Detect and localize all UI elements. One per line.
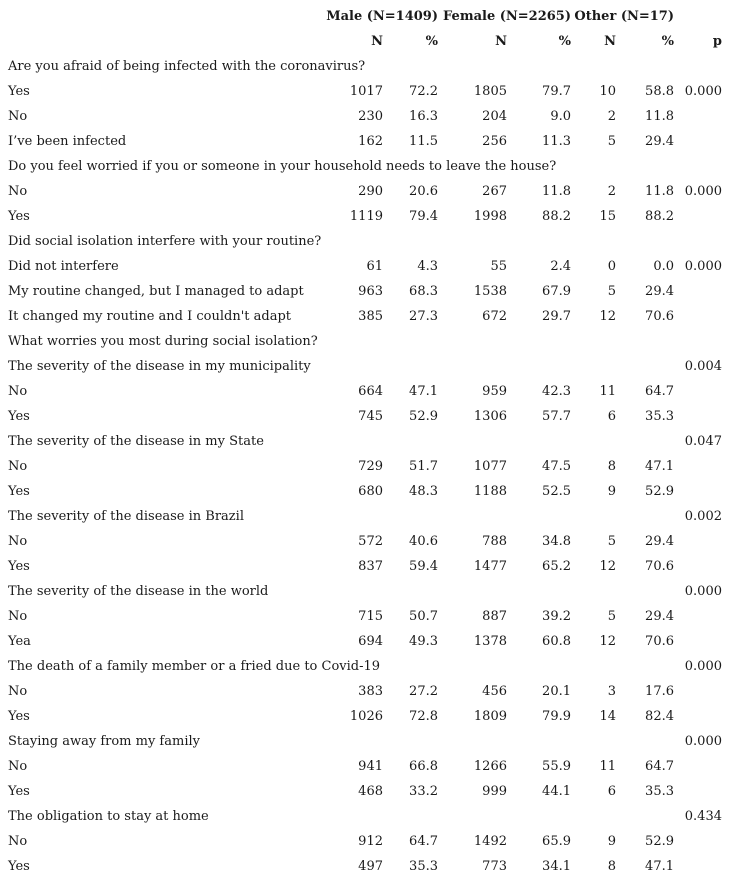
other-n-cell: 12 — [599, 634, 616, 649]
female-pct-cell: 79.9 — [542, 709, 571, 724]
other-pct-cell: 29.4 — [645, 534, 674, 549]
row-label: Yes — [8, 784, 30, 799]
female-pct-cell: 79.7 — [542, 84, 571, 99]
male-n-cell: 162 — [358, 134, 383, 149]
row-label: Did not interfere — [8, 259, 119, 274]
female-n-cell: 773 — [482, 859, 507, 874]
female-n-cell: 267 — [482, 184, 507, 199]
female-n-cell: 887 — [482, 609, 507, 624]
male-n-cell: 61 — [366, 259, 383, 274]
other-pct-cell: 82.4 — [645, 709, 674, 724]
other-group-header: Other (N=17) — [574, 9, 674, 24]
male-n-cell: 664 — [358, 384, 383, 399]
male-pct-cell: 51.7 — [409, 459, 438, 474]
other-n-cell: 5 — [607, 534, 616, 549]
table-row — [0, 829, 730, 854]
row-label: Yes — [8, 859, 30, 874]
row-label: The severity of the disease in the world — [8, 584, 269, 599]
table-row — [0, 329, 730, 354]
row-label: No — [8, 759, 28, 774]
other-n-cell: 14 — [599, 709, 616, 724]
other-pct-cell: 29.4 — [645, 609, 674, 624]
row-label: My routine changed, but I managed to adapt — [8, 284, 304, 299]
table-row — [0, 554, 730, 579]
male-pct-cell: 72.2 — [409, 84, 438, 99]
table-row — [0, 754, 730, 779]
other-pct-cell: 64.7 — [645, 384, 674, 399]
table-row — [0, 79, 730, 104]
row-label: No — [8, 609, 28, 624]
other-n-cell: 2 — [607, 109, 616, 124]
male-n-cell: 1026 — [349, 709, 383, 724]
other-n-header: N — [604, 34, 616, 49]
other-n-cell: 9 — [607, 834, 616, 849]
female-n-cell: 1077 — [473, 459, 507, 474]
other-n-cell: 3 — [607, 684, 616, 699]
female-pct-cell: 47.5 — [542, 459, 571, 474]
female-pct-cell: 34.8 — [542, 534, 571, 549]
other-pct-cell: 47.1 — [645, 859, 674, 874]
female-n-cell: 456 — [482, 684, 507, 699]
male-pct-cell: 59.4 — [409, 559, 438, 574]
male-n-cell: 715 — [358, 609, 383, 624]
table-row — [0, 479, 730, 504]
male-n-cell: 230 — [358, 109, 383, 124]
row-label: No — [8, 459, 28, 474]
row-label: The death of a family member or a fried due to Covid-19 — [8, 659, 381, 674]
row-label: Yes — [8, 84, 30, 99]
male-n-cell: 941 — [358, 759, 383, 774]
other-n-cell: 5 — [607, 134, 616, 149]
table-row — [0, 304, 730, 329]
table-row — [0, 679, 730, 704]
table-row — [0, 654, 730, 679]
female-pct-header: % — [558, 34, 571, 49]
table-row — [0, 154, 730, 179]
female-n-cell: 999 — [482, 784, 507, 799]
row-label: Yes — [8, 209, 30, 224]
p-value-cell: 0.047 — [684, 434, 722, 449]
male-pct-header: % — [425, 34, 438, 49]
female-n-cell: 1378 — [473, 634, 507, 649]
male-pct-cell: 4.3 — [417, 259, 438, 274]
male-pct-cell: 27.3 — [409, 309, 438, 324]
male-pct-cell: 33.2 — [409, 784, 438, 799]
other-n-cell: 12 — [599, 309, 616, 324]
female-n-cell: 1306 — [473, 409, 507, 424]
row-label: Yes — [8, 409, 30, 424]
female-group-header: Female (N=2265) — [443, 9, 571, 24]
other-n-cell: 2 — [607, 184, 616, 199]
row-label: Do you feel worried if you or someone in your household needs to leave the house? — [8, 159, 557, 174]
table-row — [0, 129, 730, 154]
row-label: No — [8, 534, 28, 549]
male-pct-cell: 79.4 — [409, 209, 438, 224]
table-row — [0, 454, 730, 479]
female-n-cell: 55 — [490, 259, 507, 274]
male-n-cell: 385 — [358, 309, 383, 324]
male-n-cell: 912 — [358, 834, 383, 849]
p-value-cell: 0.004 — [684, 359, 722, 374]
female-pct-cell: 34.1 — [542, 859, 571, 874]
other-pct-cell: 0.0 — [653, 259, 674, 274]
table-row — [0, 704, 730, 729]
female-pct-cell: 2.4 — [550, 259, 571, 274]
row-label: I’ve been infected — [8, 134, 127, 149]
female-pct-cell: 52.5 — [542, 484, 571, 499]
table-row — [0, 504, 730, 529]
male-n-cell: 745 — [358, 409, 383, 424]
male-n-header: N — [371, 34, 383, 49]
female-pct-cell: 57.7 — [542, 409, 571, 424]
female-n-cell: 1998 — [473, 209, 507, 224]
female-pct-cell: 88.2 — [542, 209, 571, 224]
male-n-cell: 680 — [358, 484, 383, 499]
female-pct-cell: 29.7 — [542, 309, 571, 324]
p-value-header: p — [712, 34, 722, 49]
male-pct-cell: 66.8 — [409, 759, 438, 774]
table-row — [0, 379, 730, 404]
other-pct-cell: 35.3 — [645, 784, 674, 799]
male-pct-cell: 48.3 — [409, 484, 438, 499]
row-label: No — [8, 184, 28, 199]
other-n-cell: 8 — [607, 859, 616, 874]
other-n-cell: 10 — [599, 84, 616, 99]
male-pct-cell: 11.5 — [409, 134, 438, 149]
p-value-cell: 0.002 — [684, 509, 722, 524]
row-label: The severity of the disease in Brazil — [8, 509, 244, 524]
other-pct-cell: 58.8 — [645, 84, 674, 99]
table-row — [0, 854, 730, 879]
other-pct-cell: 88.2 — [645, 209, 674, 224]
table-row — [0, 779, 730, 804]
male-n-cell: 383 — [358, 684, 383, 699]
female-pct-cell: 44.1 — [542, 784, 571, 799]
male-pct-cell: 68.3 — [409, 284, 438, 299]
male-n-cell: 572 — [358, 534, 383, 549]
female-n-cell: 1809 — [473, 709, 507, 724]
female-pct-cell: 60.8 — [542, 634, 571, 649]
row-label: No — [8, 384, 28, 399]
table-row — [0, 429, 730, 454]
other-n-cell: 0 — [607, 259, 616, 274]
row-label: The severity of the disease in my State — [8, 434, 264, 449]
other-pct-cell: 52.9 — [645, 484, 674, 499]
other-pct-cell: 11.8 — [645, 109, 674, 124]
table-row — [0, 229, 730, 254]
male-n-cell: 729 — [358, 459, 383, 474]
female-pct-cell: 11.8 — [542, 184, 571, 199]
table-row — [0, 279, 730, 304]
row-label: Staying away from my family — [8, 734, 200, 749]
male-pct-cell: 49.3 — [409, 634, 438, 649]
female-pct-cell: 42.3 — [542, 384, 571, 399]
p-value-cell: 0.000 — [684, 584, 722, 599]
male-n-cell: 468 — [358, 784, 383, 799]
female-n-cell: 1492 — [473, 834, 507, 849]
male-pct-cell: 72.8 — [409, 709, 438, 724]
male-pct-cell: 27.2 — [409, 684, 438, 699]
table-row — [0, 254, 730, 279]
other-pct-cell: 70.6 — [645, 309, 674, 324]
p-value-cell: 0.000 — [684, 259, 722, 274]
other-n-cell: 6 — [607, 784, 616, 799]
p-value-cell: 0.000 — [684, 734, 722, 749]
row-label: No — [8, 834, 28, 849]
group-header-row — [0, 4, 730, 29]
other-pct-cell: 35.3 — [645, 409, 674, 424]
table-row — [0, 729, 730, 754]
female-n-cell: 256 — [482, 134, 507, 149]
female-n-cell: 1805 — [473, 84, 507, 99]
female-n-cell: 1188 — [473, 484, 507, 499]
row-label: Yes — [8, 559, 30, 574]
male-pct-cell: 40.6 — [409, 534, 438, 549]
male-pct-cell: 64.7 — [409, 834, 438, 849]
p-value-cell: 0.000 — [684, 84, 722, 99]
female-pct-cell: 9.0 — [550, 109, 571, 124]
male-n-cell: 1017 — [349, 84, 383, 99]
row-label: It changed my routine and I couldn't adapt — [8, 309, 292, 324]
female-pct-cell: 39.2 — [542, 609, 571, 624]
other-pct-cell: 29.4 — [645, 134, 674, 149]
other-pct-cell: 47.1 — [645, 459, 674, 474]
female-n-header: N — [495, 34, 507, 49]
male-n-cell: 290 — [358, 184, 383, 199]
other-n-cell: 6 — [607, 409, 616, 424]
row-label: Yea — [8, 634, 31, 649]
other-n-cell: 5 — [607, 284, 616, 299]
row-label: Yes — [8, 709, 30, 724]
female-pct-cell: 11.3 — [542, 134, 571, 149]
female-n-cell: 672 — [482, 309, 507, 324]
male-pct-cell: 52.9 — [409, 409, 438, 424]
table-row — [0, 579, 730, 604]
row-label: The obligation to stay at home — [8, 809, 209, 824]
male-n-cell: 837 — [358, 559, 383, 574]
male-pct-cell: 50.7 — [409, 609, 438, 624]
other-n-cell: 5 — [607, 609, 616, 624]
table-row — [0, 179, 730, 204]
male-group-header: Male (N=1409) — [326, 9, 438, 24]
row-label: The severity of the disease in my municipality — [8, 359, 311, 374]
female-pct-cell: 65.9 — [542, 834, 571, 849]
male-pct-cell: 20.6 — [409, 184, 438, 199]
other-pct-cell: 70.6 — [645, 559, 674, 574]
male-n-cell: 1119 — [349, 209, 383, 224]
row-label: No — [8, 109, 28, 124]
table-row — [0, 354, 730, 379]
male-n-cell: 497 — [358, 859, 383, 874]
female-pct-cell: 55.9 — [542, 759, 571, 774]
other-pct-header: % — [661, 34, 674, 49]
table-row — [0, 529, 730, 554]
row-label: Did social isolation interfere with your routine? — [8, 234, 322, 249]
male-pct-cell: 35.3 — [409, 859, 438, 874]
table-row — [0, 54, 730, 79]
other-n-cell: 9 — [607, 484, 616, 499]
male-pct-cell: 47.1 — [409, 384, 438, 399]
female-pct-cell: 20.1 — [542, 684, 571, 699]
other-n-cell: 11 — [599, 384, 616, 399]
other-pct-cell: 70.6 — [645, 634, 674, 649]
female-n-cell: 959 — [482, 384, 507, 399]
table-row — [0, 204, 730, 229]
male-n-cell: 963 — [358, 284, 383, 299]
table-row — [0, 804, 730, 829]
row-label: What worries you most during social isolation? — [8, 334, 318, 349]
other-n-cell: 8 — [607, 459, 616, 474]
female-pct-cell: 67.9 — [542, 284, 571, 299]
female-n-cell: 1477 — [473, 559, 507, 574]
table-row — [0, 629, 730, 654]
other-pct-cell: 17.6 — [645, 684, 674, 699]
table-row — [0, 404, 730, 429]
other-n-cell: 11 — [599, 759, 616, 774]
male-pct-cell: 16.3 — [409, 109, 438, 124]
p-value-cell: 0.000 — [684, 184, 722, 199]
p-value-cell: 0.434 — [684, 809, 722, 824]
row-label: Yes — [8, 484, 30, 499]
male-n-cell: 694 — [358, 634, 383, 649]
p-value-cell: 0.000 — [684, 659, 722, 674]
row-label: No — [8, 684, 28, 699]
female-n-cell: 1538 — [473, 284, 507, 299]
other-pct-cell: 29.4 — [645, 284, 674, 299]
table-row — [0, 604, 730, 629]
other-pct-cell: 11.8 — [645, 184, 674, 199]
female-n-cell: 204 — [482, 109, 507, 124]
other-n-cell: 12 — [599, 559, 616, 574]
table-row — [0, 104, 730, 129]
female-n-cell: 1266 — [473, 759, 507, 774]
other-pct-cell: 64.7 — [645, 759, 674, 774]
female-n-cell: 788 — [482, 534, 507, 549]
other-pct-cell: 52.9 — [645, 834, 674, 849]
column-header-row — [0, 29, 730, 54]
female-pct-cell: 65.2 — [542, 559, 571, 574]
other-n-cell: 15 — [599, 209, 616, 224]
row-label: Are you afraid of being infected with the coronavirus? — [8, 59, 366, 74]
